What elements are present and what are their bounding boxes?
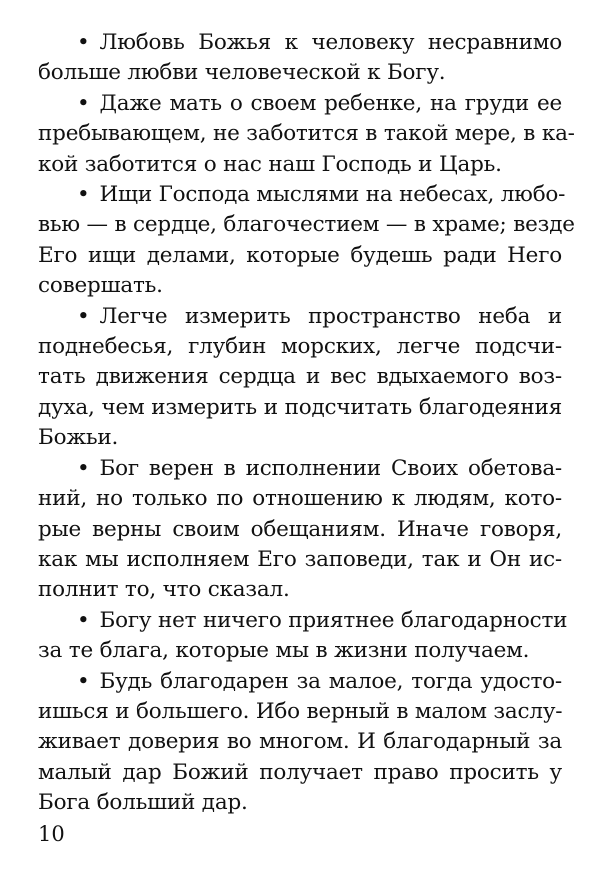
bullet-icon: •	[77, 30, 90, 55]
paragraph-line: • Бог верен в исполнении Своих обетова-	[38, 454, 562, 484]
paragraph-line: живает доверия во многом. И благодарный за	[38, 729, 562, 755]
paragraph-line: малый дар Божий получает право просить у	[38, 759, 562, 785]
paragraph-4	[38, 302, 562, 454]
paragraph-line: • Даже мать о своем ребенке, на груди ее	[38, 89, 562, 119]
paragraph-line: пребывающем, не заботится в такой мере, в ка-	[38, 121, 575, 147]
paragraph-2	[38, 89, 575, 180]
bullet-icon: •	[77, 607, 90, 633]
page-number: 10	[38, 822, 65, 846]
paragraph-line: вью — в сердце, благочестием — в храме; везде	[38, 212, 575, 238]
paragraph-line: за те блага, которые мы в жизни получаем.	[38, 638, 530, 664]
paragraph-line: рые верны своим обещаниям. Иначе говоря,	[38, 516, 562, 542]
paragraph-line: больше любви человеческой к Богу.	[38, 60, 446, 86]
paragraph-line: ний, но только по отношению к людям, кото-	[38, 486, 562, 512]
paragraph-line: • Любовь Божья к человеку несравнимо	[38, 28, 562, 58]
paragraph-1	[38, 28, 562, 89]
paragraph-3	[38, 180, 575, 302]
paragraph-line: • Ищи Господа мыслями на небесах, любо-	[38, 180, 562, 210]
paragraph-line: ишься и большего. Ибо верный в малом заслу-	[38, 698, 563, 724]
paragraph-line: • Богу нет ничего приятнее благодарности	[38, 606, 562, 636]
paragraph-6	[38, 606, 568, 667]
paragraph-line: совершать.	[38, 273, 163, 299]
bullet-icon: •	[77, 182, 90, 208]
paragraph-line: • Будь благодарен за малое, тогда удосто-	[38, 667, 562, 697]
bullet-icon: •	[77, 303, 90, 329]
bullet-icon: •	[77, 455, 90, 481]
paragraph-line: • Легче измерить пространство неба и	[38, 302, 562, 332]
paragraph-line: как мы исполняем Его заповеди, так и Он ис-	[38, 546, 562, 572]
bullet-icon: •	[77, 668, 90, 694]
page-text-body	[38, 28, 575, 819]
paragraph-line: духа, чем измерить и подсчитать благодеяния	[38, 394, 562, 420]
paragraph-7	[38, 667, 562, 819]
paragraph-line: поднебесья, глубин морских, легче подсчи-	[38, 334, 562, 360]
paragraph-line: тать движения сердца и вес вдыхаемого воз-	[38, 364, 562, 390]
paragraph-line: Божьи.	[38, 425, 119, 451]
paragraph-line: полнит то, что сказал.	[38, 577, 290, 603]
paragraph-line: Его ищи делами, которые будешь ради Него	[38, 242, 562, 268]
paragraph-line: Бога больший дар.	[38, 790, 248, 816]
paragraph-line: кой заботится о нас наш Господь и Царь.	[38, 151, 502, 177]
bullet-icon: •	[77, 90, 90, 116]
paragraph-5	[38, 454, 562, 606]
